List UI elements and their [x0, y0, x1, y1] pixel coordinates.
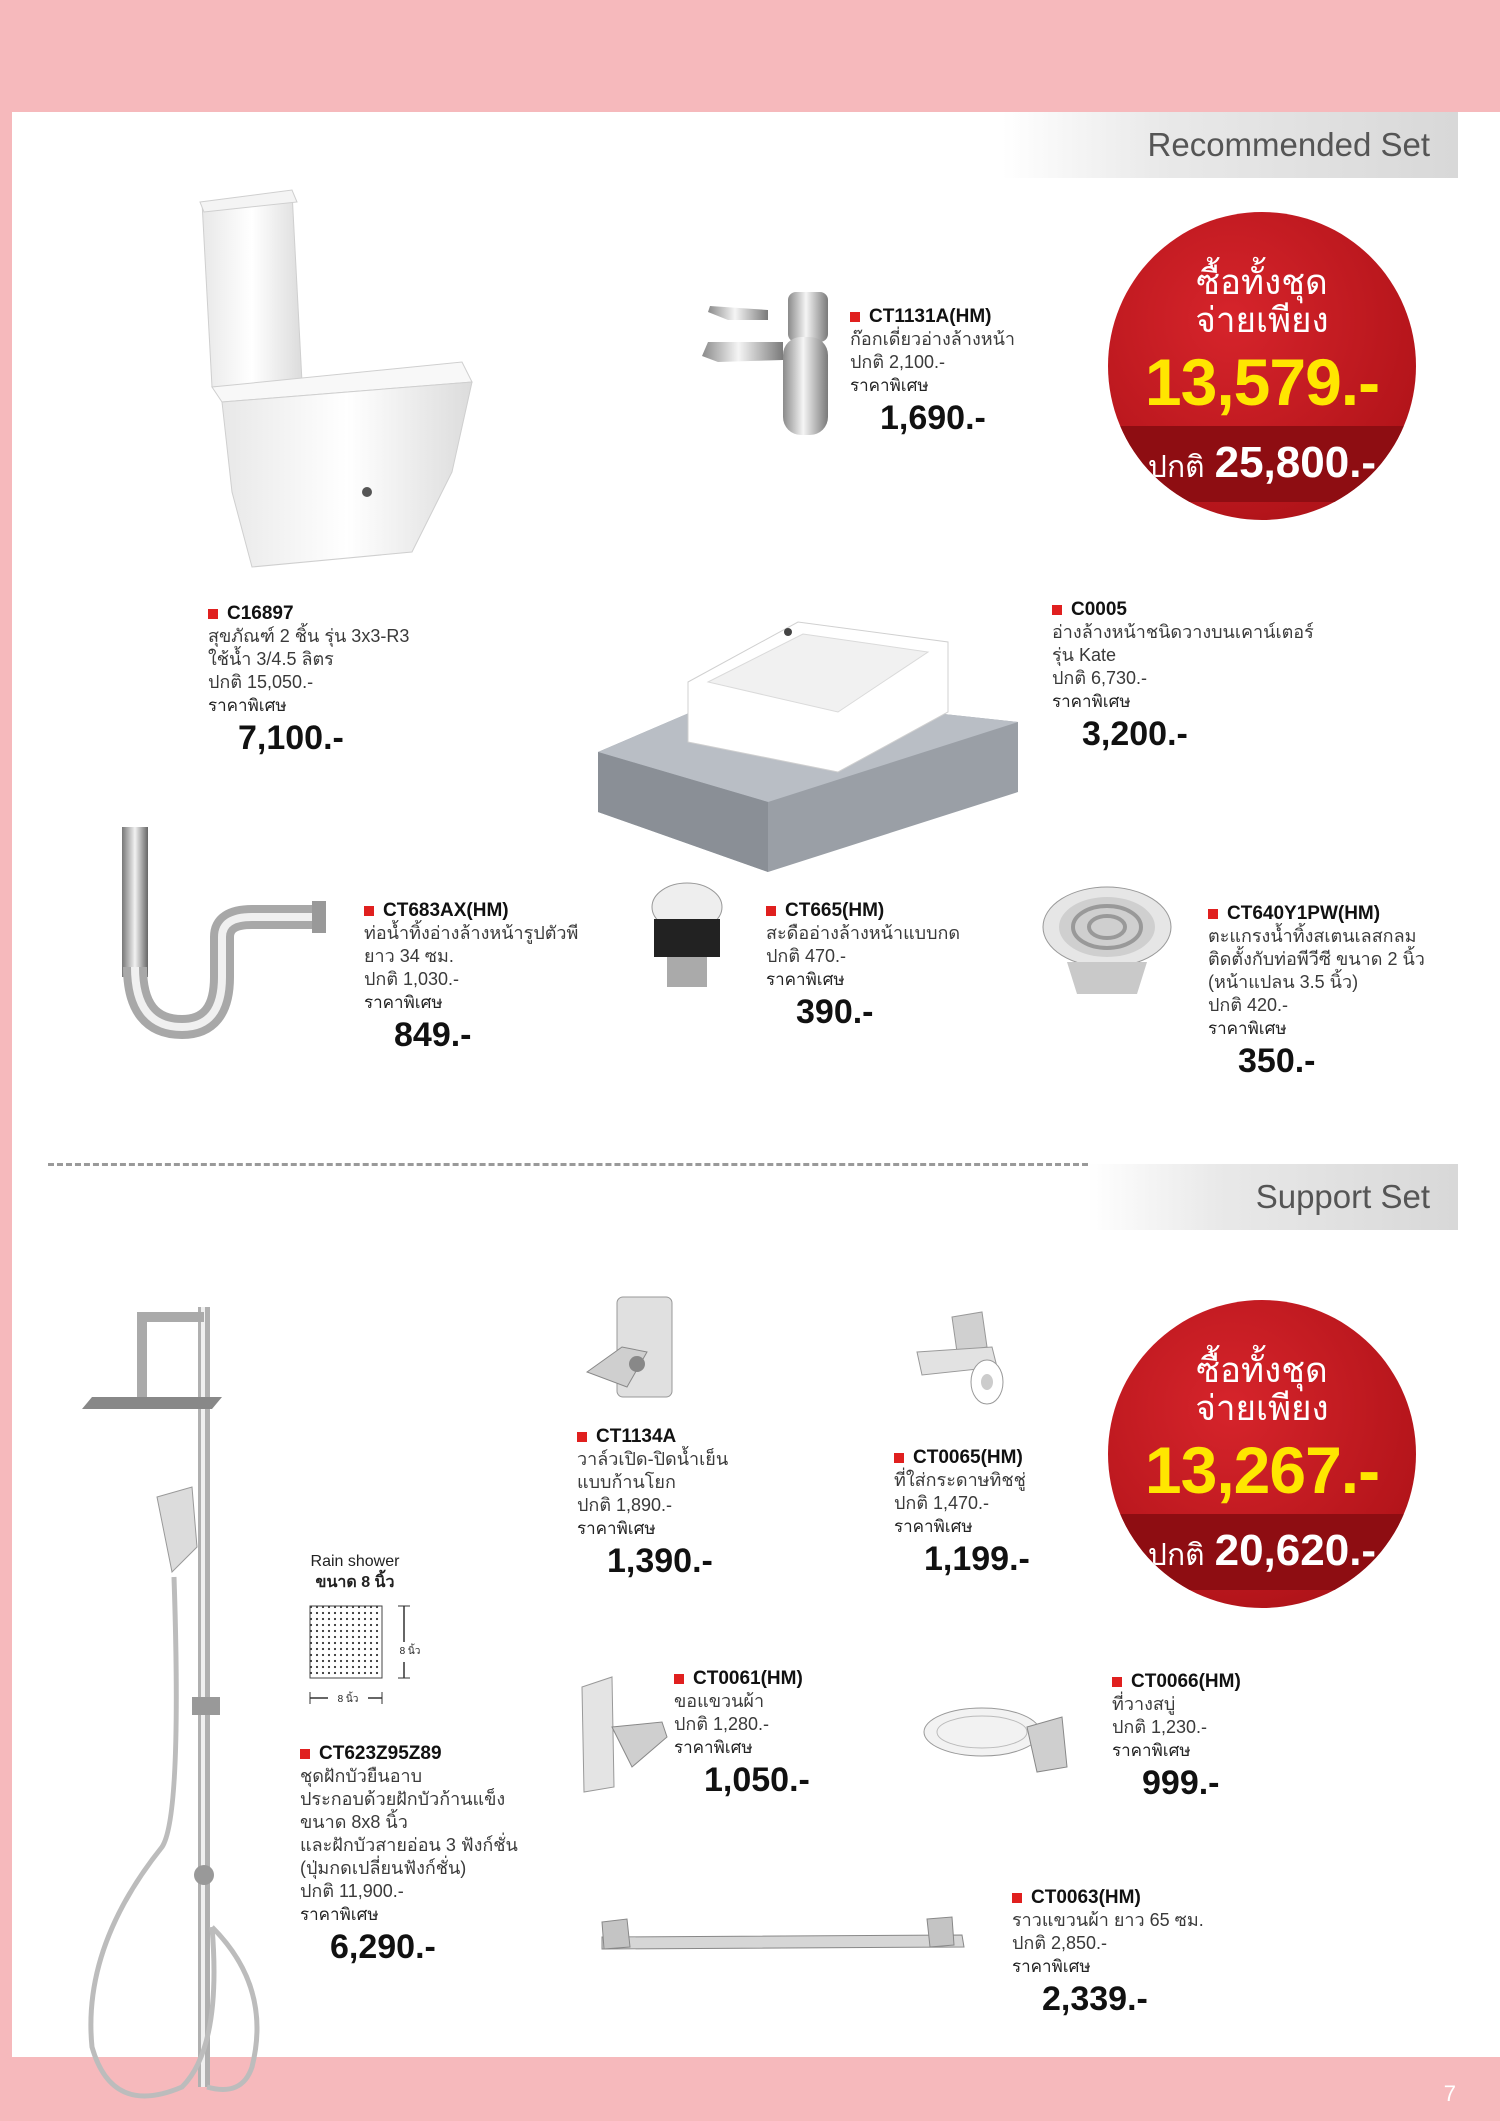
product-normal-price: ปกติ 1,890.-	[577, 1495, 673, 1515]
product-c0005	[1052, 598, 1314, 755]
recommended-price-badge	[1108, 212, 1416, 520]
product-desc: ที่ใส่กระดาษทิชชู่	[894, 1470, 1026, 1490]
section-title-recommended: Recommended Set	[1002, 112, 1458, 178]
product-desc: ตะแกรงน้ำทิ้งสเตนเลสกลม	[1208, 926, 1417, 946]
product-desc: ประกอบด้วยฝักบัวก้านแข็ง	[300, 1789, 506, 1809]
product-normal-price: ปกติ 2,850.-	[1012, 1933, 1108, 1953]
badge-normal-price: 25,800.-	[1214, 438, 1377, 487]
shower-set-image	[72, 1287, 302, 2117]
product-normal-price: ปกติ 420.-	[1208, 995, 1289, 1015]
badge-normal-label: ปกติ	[1147, 451, 1205, 484]
special-price-label: ราคาพิเศษ	[1208, 1019, 1287, 1038]
product-desc: วาล์วเปิด-ปิดน้ำเย็น	[577, 1449, 729, 1469]
rain-shower-title: Rain shower	[310, 1553, 400, 1570]
product-desc: ยาว 34 ซม.	[364, 946, 454, 966]
product-code: CT0066(HM)	[1112, 1670, 1241, 1693]
special-price: 1,390.-	[607, 1542, 713, 1580]
product-desc: อ่างล้างหน้าชนิดวางบนเคาน์เตอร์	[1052, 622, 1314, 642]
product-desc: ราวแขวนผ้า ยาว 65 ซม.	[1012, 1910, 1204, 1930]
product-ct0063	[1012, 1886, 1204, 2020]
special-price-label: ราคาพิเศษ	[674, 1738, 753, 1757]
page-number: 7	[1443, 2081, 1456, 2106]
tissue-holder-image	[902, 1307, 1012, 1417]
product-normal-price: ปกติ 470.-	[766, 946, 847, 966]
special-price: 3,200.-	[1082, 715, 1188, 753]
product-code: C16897	[208, 602, 409, 625]
product-ct1134a	[577, 1425, 728, 1582]
product-ct0061	[674, 1667, 810, 1801]
special-price-label: ราคาพิเศษ	[1112, 1741, 1191, 1760]
badge-normal	[1108, 438, 1416, 491]
product-ct683ax	[364, 899, 578, 1056]
badge-normal-label: ปกติ	[1147, 1539, 1205, 1572]
catalog-page	[12, 112, 1500, 2057]
product-normal-price: ปกติ 11,900.-	[300, 1881, 404, 1901]
special-price-label: ราคาพิเศษ	[894, 1517, 973, 1536]
product-desc: และฝักบัวสายอ่อน 3 ฟังก์ชั่น	[300, 1835, 518, 1855]
product-ct1131a	[850, 305, 1015, 439]
badge-line1: ซื้อทั้งชุด	[1196, 263, 1328, 302]
special-price: 6,290.-	[330, 1928, 436, 1966]
badge-line2: จ่ายเพียง	[1195, 1389, 1329, 1428]
product-ct665	[766, 899, 960, 1033]
product-desc: ใช้น้ำ 3/4.5 ลิตร	[208, 649, 334, 669]
rain-shower-dim-w: 8 นิ้ว	[328, 1690, 368, 1710]
special-price-label: ราคาพิเศษ	[300, 1905, 379, 1924]
soap-dish-image	[917, 1687, 1077, 1787]
rain-shower-dim-h: 8 นิ้ว	[390, 1642, 430, 1662]
towel-hook-image	[572, 1667, 682, 1797]
special-price: 390.-	[796, 993, 874, 1031]
product-ct0066	[1112, 1670, 1241, 1804]
badge-normal	[1108, 1526, 1416, 1579]
product-desc: รุ่น Kate	[1052, 645, 1117, 665]
towel-bar-image	[582, 1907, 972, 1977]
special-price: 1,050.-	[704, 1761, 810, 1799]
product-normal-price: ปกติ 1,030.-	[364, 969, 460, 989]
support-price-badge	[1108, 1300, 1416, 1608]
product-desc: ที่วางสบู่	[1112, 1694, 1176, 1714]
badge-line1: ซื้อทั้งชุด	[1196, 1351, 1328, 1390]
popup-drain-image	[642, 877, 732, 1007]
product-ct623z95z89	[300, 1742, 518, 1968]
product-desc: ขนาด 8x8 นิ้ว	[300, 1812, 408, 1832]
product-code: CT1131A(HM)	[850, 305, 1015, 328]
product-desc: สุขภัณฑ์ 2 ชิ้น รุ่น 3x3-R3	[208, 626, 410, 646]
special-price: 1,690.-	[880, 399, 986, 437]
product-code: CT0065(HM)	[894, 1446, 1030, 1469]
product-ct0065	[894, 1446, 1030, 1580]
special-price-label: ราคาพิเศษ	[1052, 692, 1131, 711]
p-trap-image	[102, 817, 342, 1047]
product-normal-price: ปกติ 1,470.-	[894, 1493, 990, 1513]
product-ct640y1pw	[1208, 902, 1425, 1082]
basin-faucet-image	[688, 282, 858, 442]
product-normal-price: ปกติ 15,050.-	[208, 672, 314, 692]
product-desc: ก๊อกเดี่ยวอ่างล้างหน้า	[850, 329, 1016, 349]
product-code: CT623Z95Z89	[300, 1742, 518, 1765]
special-price: 849.-	[394, 1016, 472, 1054]
product-desc: ท่อน้ำทิ้งอ่างล้างหน้ารูปตัวพี	[364, 923, 579, 943]
product-code: C0005	[1052, 598, 1314, 621]
stop-valve-image	[577, 1292, 687, 1402]
badge-line2: จ่ายเพียง	[1195, 301, 1329, 340]
special-price: 2,339.-	[1042, 1980, 1148, 2018]
product-desc: ชุดฝักบัวยืนอาบ	[300, 1766, 423, 1786]
special-price-label: ราคาพิเศษ	[364, 993, 443, 1012]
product-desc: ขอแขวนผ้า	[674, 1691, 765, 1711]
product-code: CT665(HM)	[766, 899, 960, 922]
product-code: CT0063(HM)	[1012, 1886, 1204, 1909]
badge-set-price: 13,267.-	[1144, 1433, 1380, 1507]
product-desc: ติดตั้งกับท่อพีวีซี ขนาด 2 นิ้ว	[1208, 949, 1425, 969]
product-code: CT1134A	[577, 1425, 728, 1448]
counter-basin-image	[588, 572, 1028, 882]
section-divider	[48, 1163, 1088, 1166]
badge-normal-price: 20,620.-	[1214, 1526, 1377, 1575]
product-normal-price: ปกติ 1,280.-	[674, 1714, 770, 1734]
special-price-label: ราคาพิเศษ	[577, 1519, 656, 1538]
product-desc: (ปุ่มกดเปลี่ยนฟังก์ชั่น)	[300, 1858, 467, 1878]
floor-drain-image	[1037, 882, 1177, 1002]
product-c16897	[208, 602, 409, 759]
product-code: CT683AX(HM)	[364, 899, 578, 922]
product-desc: (หน้าแปลน 3.5 นิ้ว)	[1208, 972, 1359, 992]
product-desc: สะดืออ่างล้างหน้าแบบกด	[766, 923, 961, 943]
product-normal-price: ปกติ 6,730.-	[1052, 668, 1148, 688]
section-title-support: Support Set	[1088, 1164, 1458, 1230]
special-price-label: ราคาพิเศษ	[208, 696, 287, 715]
product-code: CT0061(HM)	[674, 1667, 810, 1690]
toilet-image	[172, 172, 492, 602]
product-normal-price: ปกติ 2,100.-	[850, 352, 946, 372]
special-price: 7,100.-	[238, 719, 344, 757]
special-price: 1,199.-	[924, 1540, 1030, 1578]
special-price-label: ราคาพิเศษ	[766, 970, 845, 989]
badge-set-price: 13,579.-	[1144, 345, 1380, 419]
product-desc: แบบก้านโยก	[577, 1472, 676, 1492]
product-code: CT640Y1PW(HM)	[1208, 902, 1425, 925]
product-normal-price: ปกติ 1,230.-	[1112, 1717, 1208, 1737]
rain-shower-size: ขนาด 8 นิ้ว	[315, 1574, 395, 1591]
special-price-label: ราคาพิเศษ	[1012, 1957, 1091, 1976]
special-price: 350.-	[1238, 1042, 1316, 1080]
special-price-label: ราคาพิเศษ	[850, 376, 929, 395]
special-price: 999.-	[1142, 1764, 1220, 1802]
